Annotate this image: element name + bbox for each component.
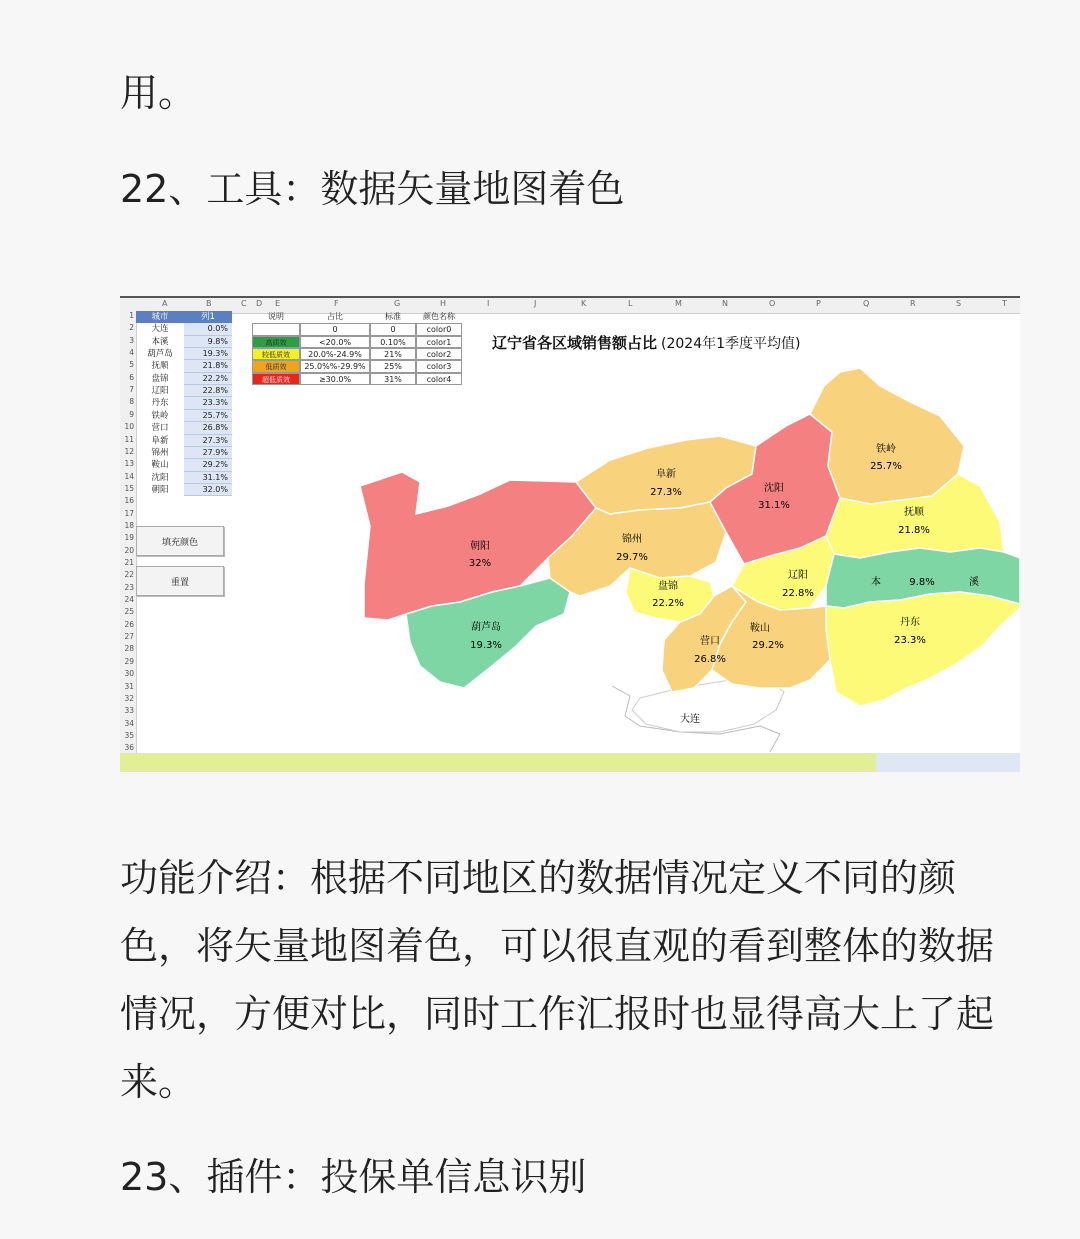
status-bar-right [876, 753, 1020, 772]
column-header-A[interactable]: A [162, 299, 168, 308]
row-header-25[interactable]: 25 [124, 607, 134, 617]
label-jinzhou-name: 锦州 [622, 534, 642, 545]
status-bar-left [120, 753, 876, 772]
legend-range-cell[interactable]: 0 [300, 323, 370, 335]
city-value-cell[interactable]: 25.7% [184, 410, 232, 422]
feature-intro-paragraph: 功能介绍：根据不同地区的数据情况定义不同的颜色，将矢量地图着色，可以很直观的看到整体的数据情况，方便对比，同时工作汇报时也显得高大上了起来。 [120, 856, 995, 1104]
label-fushun-name: 抚顺 [904, 507, 924, 518]
city-name-cell[interactable]: 沈阳 [151, 472, 169, 483]
paragraph-top: 用。 [120, 71, 197, 115]
label-dalian-name: 大连 [680, 714, 700, 725]
label-benxi-name: 本 [871, 577, 881, 588]
column-header-F[interactable]: F [334, 299, 339, 308]
label-tieling-name: 铁岭 [876, 444, 896, 455]
legend-range-cell[interactable]: ≥30.0% [300, 373, 370, 385]
label-huludao-name: 葫芦岛 [471, 622, 501, 633]
legend-range-cell[interactable]: 25.0%%-29.9% [300, 360, 370, 372]
legend-color_name-cell[interactable]: color3 [416, 360, 462, 372]
column-header-S[interactable]: S [956, 299, 962, 308]
legend-color_name-cell[interactable]: color0 [416, 323, 462, 335]
row-header-6[interactable]: 6 [129, 372, 134, 382]
row-header-32[interactable]: 32 [124, 693, 134, 703]
city-name-cell[interactable]: 锦州 [151, 447, 169, 458]
city-value-cell[interactable]: 0.0% [184, 323, 232, 335]
row-header-9[interactable]: 9 [129, 409, 134, 419]
legend-standard-cell[interactable]: 21% [370, 348, 416, 360]
label-chaoyang-name: 朝阳 [470, 541, 490, 552]
map-title-text: 辽宁省各区域销售额占比 [492, 334, 658, 352]
label-anshan-name: 鞍山 [750, 623, 770, 634]
column-header-H[interactable]: H [440, 299, 447, 308]
row-header-21[interactable]: 21 [124, 558, 134, 567]
row-header-19[interactable]: 19 [124, 533, 134, 543]
map-subtitle: (2024年1季度平均值) [661, 336, 801, 352]
row-header-30[interactable]: 30 [124, 669, 134, 679]
legend-label-cell[interactable]: 超低质效 [252, 373, 300, 385]
label-liaoyang-value: 22.8% [782, 588, 814, 599]
row-header-34[interactable]: 34 [124, 718, 134, 728]
row-header-5[interactable]: 5 [129, 360, 134, 370]
city-name-cell[interactable]: 抚顺 [151, 361, 169, 372]
column-header-I[interactable]: I [487, 299, 490, 308]
row-header-3[interactable]: 3 [129, 335, 134, 345]
city-table-header-cell: 城市 [136, 311, 184, 323]
legend-color_name-cell[interactable]: color2 [416, 348, 462, 360]
city-name-cell[interactable]: 营口 [151, 423, 169, 434]
city-value-cell[interactable]: 21.8% [184, 360, 232, 372]
column-header-M[interactable]: M [675, 299, 682, 308]
label-jinzhou-value: 29.7% [616, 552, 648, 563]
label-benxi-name2: 溪 [969, 577, 979, 588]
row-header-28[interactable]: 28 [124, 644, 134, 654]
column-header-K[interactable]: K [581, 299, 587, 308]
row-header-24[interactable]: 24 [124, 595, 134, 605]
city-name-cell[interactable]: 鞍山 [151, 460, 169, 471]
city-value-cell[interactable]: 27.9% [184, 447, 232, 459]
row-header-26[interactable]: 26 [124, 619, 134, 629]
label-dandong-name: 丹东 [900, 617, 920, 628]
legend-header-cell: 标准 [385, 312, 401, 321]
label-panjin-value: 22.2% [652, 598, 684, 609]
label-yingkou-value: 26.8% [694, 654, 726, 665]
column-header-R[interactable]: R [910, 299, 916, 308]
legend-header-cell: 说明 [268, 312, 284, 321]
legend-header-cell: 占比 [327, 312, 343, 321]
label-fuxin-name: 阜新 [656, 469, 676, 480]
legend-standard-cell[interactable]: 0.10% [370, 336, 416, 348]
city-name-cell[interactable]: 辽阳 [151, 386, 169, 397]
column-header-T[interactable]: T [1002, 299, 1007, 308]
city-value-cell[interactable]: 29.2% [184, 459, 232, 471]
column-header-J[interactable]: J [534, 299, 537, 308]
city-value-cell[interactable]: 26.8% [184, 422, 232, 434]
section-heading-23: 23、插件：投保单信息识别 [120, 1155, 587, 1199]
city-name-cell[interactable]: 葫芦岛 [147, 349, 173, 360]
spreadsheet-screenshot [120, 296, 1020, 772]
legend-color_name-cell[interactable]: color4 [416, 373, 462, 385]
label-tieling-value: 25.7% [870, 461, 902, 472]
city-value-cell[interactable]: 9.8% [184, 336, 232, 348]
row-header-10[interactable]: 10 [124, 422, 134, 432]
column-header-N[interactable]: N [722, 299, 728, 308]
row-header-33[interactable]: 33 [124, 706, 134, 716]
row-header-13[interactable]: 13 [124, 459, 134, 469]
column-header-D[interactable]: D [256, 299, 263, 308]
column-header-E[interactable]: E [275, 299, 281, 308]
row-header-15[interactable]: 15 [124, 483, 134, 493]
label-panjin-name: 盘锦 [658, 581, 678, 592]
section-heading-22: 22、工具：数据矢量地图着色 [120, 167, 625, 211]
row-header-27[interactable]: 27 [124, 632, 134, 642]
column-header-O[interactable]: O [769, 299, 776, 308]
row-header-29[interactable]: 29 [124, 656, 134, 666]
region-dandong [826, 592, 1020, 706]
legend-header-cell: 颜色名称 [423, 312, 455, 321]
row-header-17[interactable]: 17 [124, 508, 134, 518]
column-header-P[interactable]: P [816, 299, 821, 308]
column-header-Q[interactable]: Q [863, 299, 870, 308]
city-value-cell[interactable]: 22.2% [184, 373, 232, 385]
legend-standard-cell[interactable]: 0 [370, 323, 416, 335]
legend-range-cell[interactable]: 20.0%-24.9% [300, 348, 370, 360]
column-header-B[interactable]: B [206, 299, 212, 308]
city-name-cell[interactable]: 阜新 [151, 435, 169, 446]
label-liaoyang-name: 辽阳 [788, 570, 808, 581]
city-name-cell[interactable]: 朝阳 [151, 484, 169, 495]
row-header-23[interactable]: 23 [124, 582, 134, 592]
city-name-cell[interactable]: 本溪 [151, 336, 169, 347]
row-header-12[interactable]: 12 [124, 446, 134, 456]
row-header-11[interactable]: 11 [124, 434, 134, 444]
city-value-cell[interactable]: 31.1% [184, 472, 232, 484]
city-value-cell[interactable]: 32.0% [184, 484, 232, 496]
row-header-7[interactable]: 7 [129, 385, 134, 395]
reset-button[interactable]: 重置 [136, 566, 224, 596]
legend-label-cell[interactable]: 较低质效 [252, 348, 300, 360]
city-table-header-cell: 列1 [184, 311, 232, 323]
row-header-16[interactable]: 16 [124, 496, 134, 506]
label-fuxin-value: 27.3% [650, 487, 682, 498]
legend-color_name-cell[interactable]: color1 [416, 336, 462, 348]
legend-label-cell[interactable]: 低质效 [252, 360, 300, 372]
label-benxi-value: 9.8% [909, 577, 935, 588]
row-header-18[interactable]: 18 [124, 520, 134, 530]
column-header-G[interactable]: G [394, 299, 401, 308]
row-header-22[interactable]: 22 [124, 570, 134, 580]
column-header-C[interactable]: C [241, 299, 247, 308]
row-header-31[interactable]: 31 [124, 681, 134, 691]
label-chaoyang-value: 32% [468, 558, 492, 569]
legend-standard-cell[interactable]: 25% [370, 360, 416, 372]
label-shenyang-name: 沈阳 [764, 483, 784, 494]
label-anshan-value: 29.2% [752, 640, 784, 651]
label-dandong-value: 23.3% [894, 635, 926, 646]
city-value-cell[interactable]: 22.8% [184, 385, 232, 397]
fill-color-button[interactable]: 填充颜色 [136, 526, 224, 556]
row-header-4[interactable]: 4 [129, 348, 134, 358]
legend-range-cell[interactable]: <20.0% [300, 336, 370, 348]
liaoning-map [120, 296, 1020, 772]
row-header-36[interactable]: 36 [124, 743, 134, 753]
city-name-cell[interactable]: 铁岭 [151, 410, 169, 421]
legend-standard-cell[interactable]: 31% [370, 373, 416, 385]
label-fushun-value: 21.8% [898, 525, 930, 536]
city-value-cell[interactable]: 23.3% [184, 397, 232, 409]
row-header-8[interactable]: 8 [129, 397, 134, 407]
city-value-cell[interactable]: 19.3% [184, 348, 232, 360]
city-name-cell[interactable]: 大连 [151, 324, 169, 335]
label-shenyang-value: 31.1% [758, 500, 790, 511]
row-header-14[interactable]: 14 [124, 471, 134, 481]
label-yingkou-name: 营口 [700, 636, 720, 647]
legend-label-cell[interactable]: 高质效 [252, 336, 300, 348]
label-huludao-value: 19.3% [470, 640, 502, 651]
column-header-L[interactable]: L [628, 299, 633, 308]
city-name-cell[interactable]: 盘锦 [151, 373, 169, 384]
row-header-1[interactable]: 1 [129, 311, 134, 320]
row-header-20[interactable]: 20 [124, 545, 134, 555]
row-header-2[interactable]: 2 [129, 323, 134, 333]
city-value-cell[interactable]: 27.3% [184, 435, 232, 447]
row-header-35[interactable]: 35 [124, 730, 134, 740]
city-name-cell[interactable]: 丹东 [151, 398, 169, 409]
